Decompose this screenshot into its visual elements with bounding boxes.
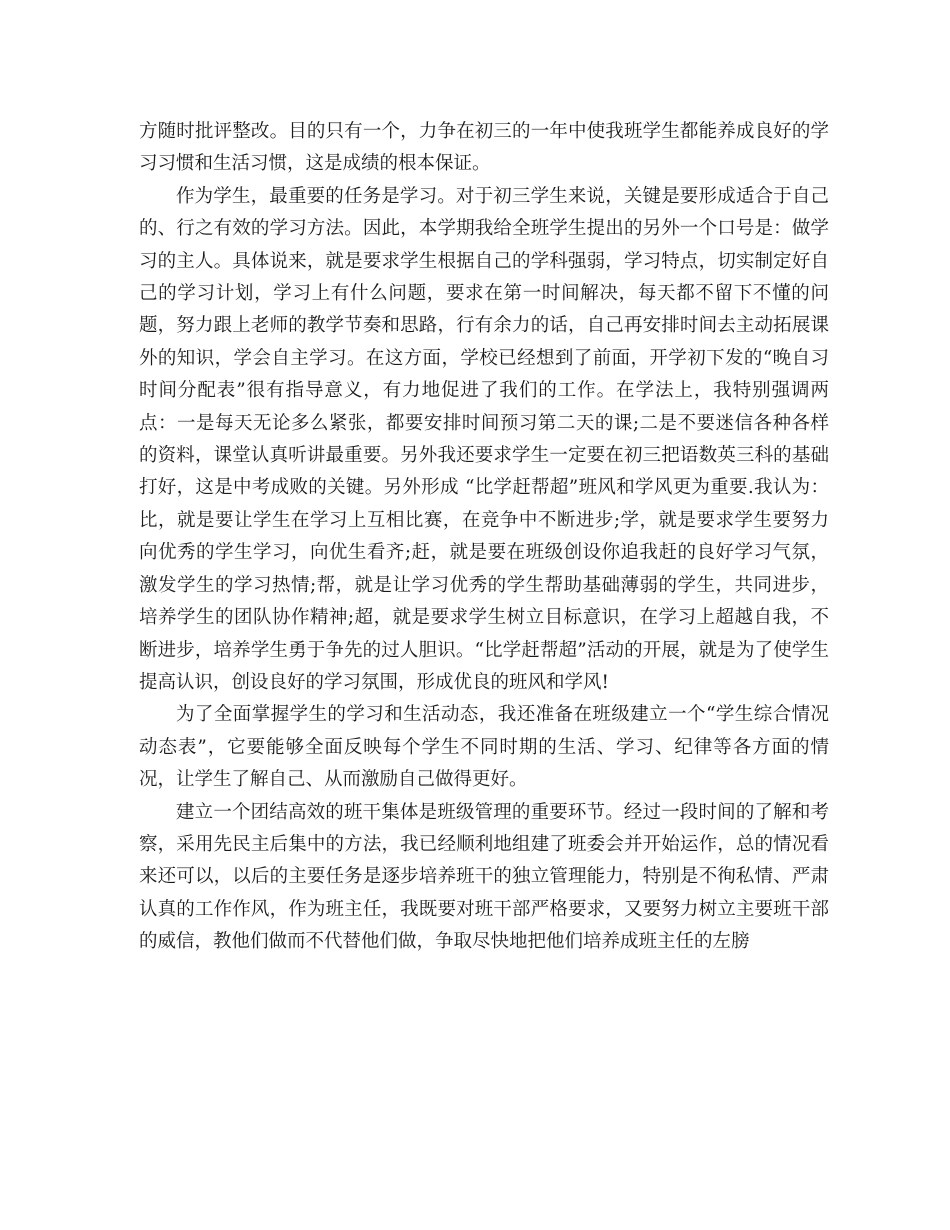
document-body [139, 116, 829, 959]
paragraph-1: 方随时批评整改。目的只有一个，力争在初三的一年中使我班学生都能养成良好的学习习惯和生活习惯，这是成绩的根本保证。 [139, 121, 829, 175]
paragraph-4: 建立一个团结高效的班干集体是班级管理的重要环节。经过一段时间的了解和考察，采用先民主后集中的方法，我已经顺利地组建了班委会并开始运作，总的情况看来还可以，以后的主要任务是逐步培养班干的独立管理能力，特别是不徇私情、严肃认真的工作作风，作为班主任，我既要对班干部严格要求，又要努力树立主要班干部的威信，教他们做而不代替他们做，争取尽快地把他们培养成班主任的左膀 [139, 801, 829, 953]
paragraph-3: 为了全面掌握学生的学习和生活动态，我还准备在班级建立一个“学生综合情况动态表”，它要能够全面反映每个学生不同时期的生活、学习、纪律等各方面的情况，让学生了解自己、从而激励自己做得更好。 [139, 704, 829, 791]
paragraph-2: 作为学生，最重要的任务是学习。对于初三学生来说，关键是要形成适合于自己的、行之有效的学习方法。因此，本学期我给全班学生提出的另外一个口号是：做学习的主人。具体说来，就是要求学生根据自己的学科强弱，学习特点，切实制定好自己的学习计划，学习上有什么问题，要求在第一时间解决，每天都不留下不懂的问题，努力跟上老师的教学节奏和思路，行有余力的话，自己再安排时间去主动拓展课外的知识，学会自主学习。在这方面，学校已经想到了前面，开学初下发的“晚自习时间分配表”很有指导意义，有力地促进了我们的工作。在学法上，我特别强调两点：一是每天无论多么紧张，都要安排时间预习第二天的课;二是不要迷信各种各样的资料，课堂认真听讲最重要。另外我还要求学生一定要在初三把语数英三科的基础打好，这是中考成败的关键。另外形成 “比学赶帮超”班风和学风更为重要.我认为：比，就是要让学生在学习上互相比赛，在竞争中不断进步;学，就是要求学生要努力向优秀的学生学习，向优生看齐;赶，就是要在班级创设你追我赶的良好学习气氛，激发学生的学习热情;帮，就是让学习优秀的学生帮助基础薄弱的学生，共同进步，培养学生的团队协作精神;超，就是要求学生树立目标意识，在学习上超越自我，不断进步，培养学生勇于争先的过人胆识。“比学赶帮超”活动的开展，就是为了使学生提高认识，创设良好的学习氛围，形成优良的班风和学风! [139, 185, 829, 693]
